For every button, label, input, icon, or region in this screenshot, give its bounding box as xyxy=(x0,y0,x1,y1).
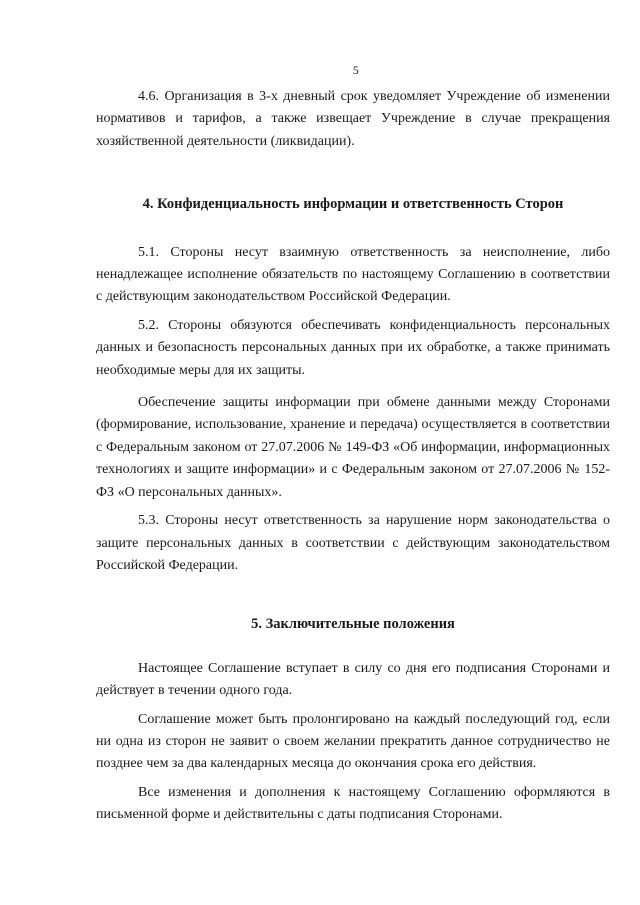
page-number: 5 xyxy=(352,63,360,77)
paragraph-5-1: 5.1. Стороны несут взаимную ответственность за неисполнение, либо ненадлежащее исполнение обязательств по настоящему Соглашению в соответствии с действующим законодательством Российской Федерации. xyxy=(96,244,610,305)
paragraph-5-2: 5.2. Стороны обязуются обеспечивать конфиденциальность персональных данных и безопасность персональных данных при их обработке, а также принимать необходимые меры для их защиты. xyxy=(96,317,610,378)
paragraph-5-3: 5.3. Стороны несут ответственность за нарушение норм законодательства о защите персональных данных в соответствии с действующим законодательством Российской Федерации. xyxy=(96,513,610,573)
paragraph-data-protection: Обеспечение защиты информации при обмене данными между Сторонами (формирование, использование, хранение и передача) осуществляется в соответствии с Федеральным законом от 27.07.2006 № 149-ФЗ «Об информации, информационных технологиях и защите информации» и с Федеральным законом от 27.07.2006 № 152-ФЗ «О персональных данных». xyxy=(96,395,610,500)
paragraph-prolongation: Соглашение может быть пролонгировано на каждый последующий год, если ни одна из сторон не заявит о своем желании прекратить данное сотрудничество не позднее чем за два календарных месяца до окончания срока его действия. xyxy=(96,711,610,772)
section-4-heading: 4. Конфиденциальность информации и ответственность Сторон xyxy=(142,196,564,213)
document-body xyxy=(96,86,610,827)
section-5-heading: 5. Заключительные положения xyxy=(251,616,455,633)
paragraph-4-6: 4.6. Организация в 3-х дневный срок уведомляет Учреждение об изменении нормативов и тарифов, а также извещает Учреждение в случае прекращения хозяйственной деятельности (ликвидации). xyxy=(96,89,610,149)
paragraph-amendments: Все изменения и дополнения к настоящему Соглашению оформляются в письменной форме и действительны с даты подписания Сторонами. xyxy=(96,784,610,823)
paragraph-effective-date: Настоящее Соглашение вступает в силу со дня его подписания Сторонами и действует в течении одного года. xyxy=(96,660,610,699)
